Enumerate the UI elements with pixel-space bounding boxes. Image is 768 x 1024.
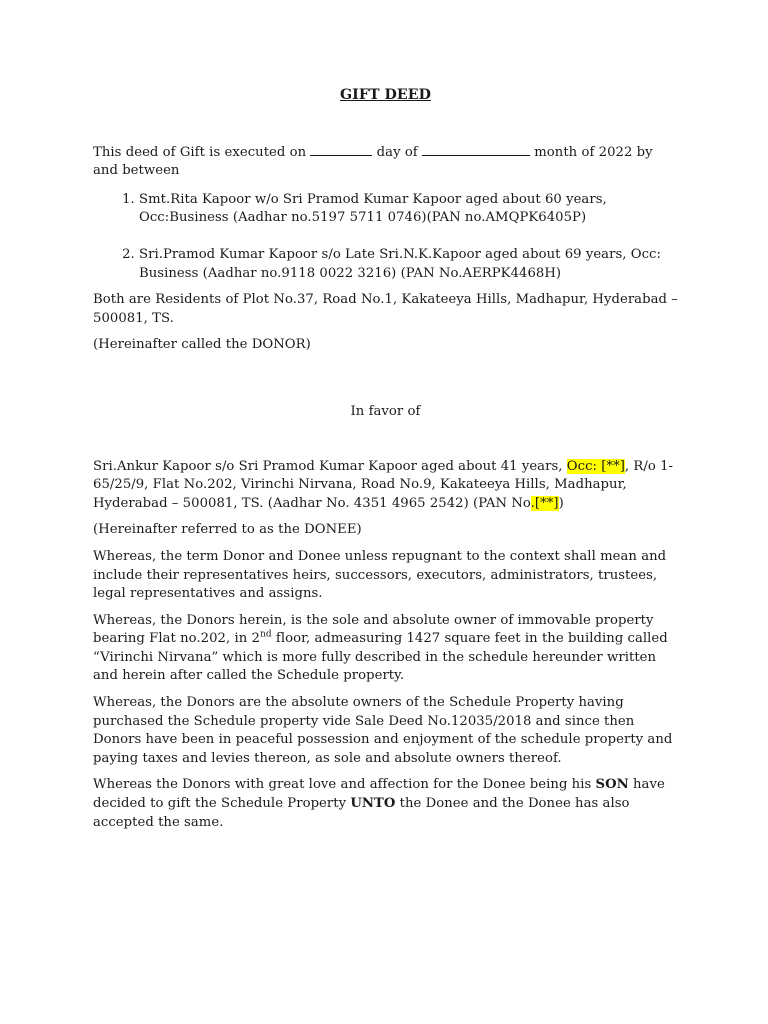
whereas-4-text-3: the Donee and the Donee has also accepted the same. — [93, 796, 630, 830]
donee-text-2: , R/o 1-65/25/9, Flat No.202, Virinchi Nirvana, Road No.9, Kakateeya Hills, Madhapur, Hyderabad – 500081, TS. (Aadhar No. 4351 4965 2542) (PAN No — [93, 458, 674, 511]
intro-text-3: month of 2022 by and between — [93, 144, 653, 179]
day-blank-field — [310, 143, 372, 156]
intro-paragraph — [93, 143, 678, 181]
gift-deed-body — [93, 86, 678, 840]
whereas-4-text-1: Whereas the Donors with great love and affection for the Donee being his — [93, 777, 596, 793]
donee-occupation-highlight: Occ: [**] — [566, 458, 625, 474]
donee-pan-highlight: .[**] — [530, 495, 559, 511]
whereas-2-text-2: floor, admeasuring 1427 square feet in the building called “Virinchi Nirvana” which is more fully described in the schedule hereunder written and herein after called the Schedule property. — [93, 631, 668, 684]
whereas-paragraph-3: Whereas, the Donors are the absolute owners of the Schedule Property having purchased the Schedule property vide Sale Deed No.12035/2018 and since then Donors have been in peaceful possession and enjoyment of the schedule property and paying taxes and levies thereon, as sole and absolute owners thereof. — [93, 695, 673, 766]
donor-item-2: 2. Sri.Pramod Kumar Kapoor s/o Late Sri.N.K.Kapoor aged about 69 years, Occ: Business (Aadhar no.9118 0022 3216) (PAN No.AERPK4468H) — [139, 246, 678, 283]
donor-label: (Hereinafter called the DONOR) — [93, 337, 311, 353]
donor-list — [93, 191, 678, 283]
whereas-2-text-1: Whereas, the Donors herein, is the sole and absolute owner of immovable property bearing Flat no.202, in 2 — [93, 612, 654, 647]
unto-bold-text: UNTO — [350, 796, 396, 812]
intro-text-1: This deed of Gift is executed on — [93, 144, 307, 160]
intro-text-2: day of — [376, 144, 418, 160]
whereas-paragraph-1: Whereas, the term Donor and Donee unless repugnant to the context shall mean and include their representatives heirs, successors, executors, administrators, trustees, legal representatives and assigns. — [93, 548, 667, 602]
donee-label: (Hereinafter referred to as the DONEE) — [93, 522, 362, 538]
residence-paragraph: Both are Residents of Plot No.37, Road No.1, Kakateeya Hills, Madhapur, Hyderabad – 500081, TS. — [93, 292, 678, 326]
donor-item-1: 1. Smt.Rita Kapoor w/o Sri Pramod Kumar Kapoor aged about 60 years, Occ:Business (Aadhar no.5197 5711 0746)(PAN no.AMQPK6405P) — [139, 191, 678, 228]
whereas-paragraph-4 — [93, 776, 678, 832]
in-favor-heading: In favor of — [350, 403, 421, 419]
donee-paragraph — [93, 458, 678, 514]
son-bold-text: SON — [595, 777, 629, 793]
whereas-paragraph-2 — [93, 612, 678, 686]
month-blank-field — [422, 143, 530, 156]
document-title: GIFT DEED — [339, 87, 431, 103]
donee-text-1: Sri.Ankur Kapoor s/o Sri Pramod Kumar Kapoor aged about 41 years, — [93, 458, 563, 474]
donee-text-3: ) — [558, 495, 564, 511]
whereas-4-text-2: have decided to gift the Schedule Property — [93, 777, 665, 812]
whereas-2-superscript: nd — [259, 629, 272, 640]
